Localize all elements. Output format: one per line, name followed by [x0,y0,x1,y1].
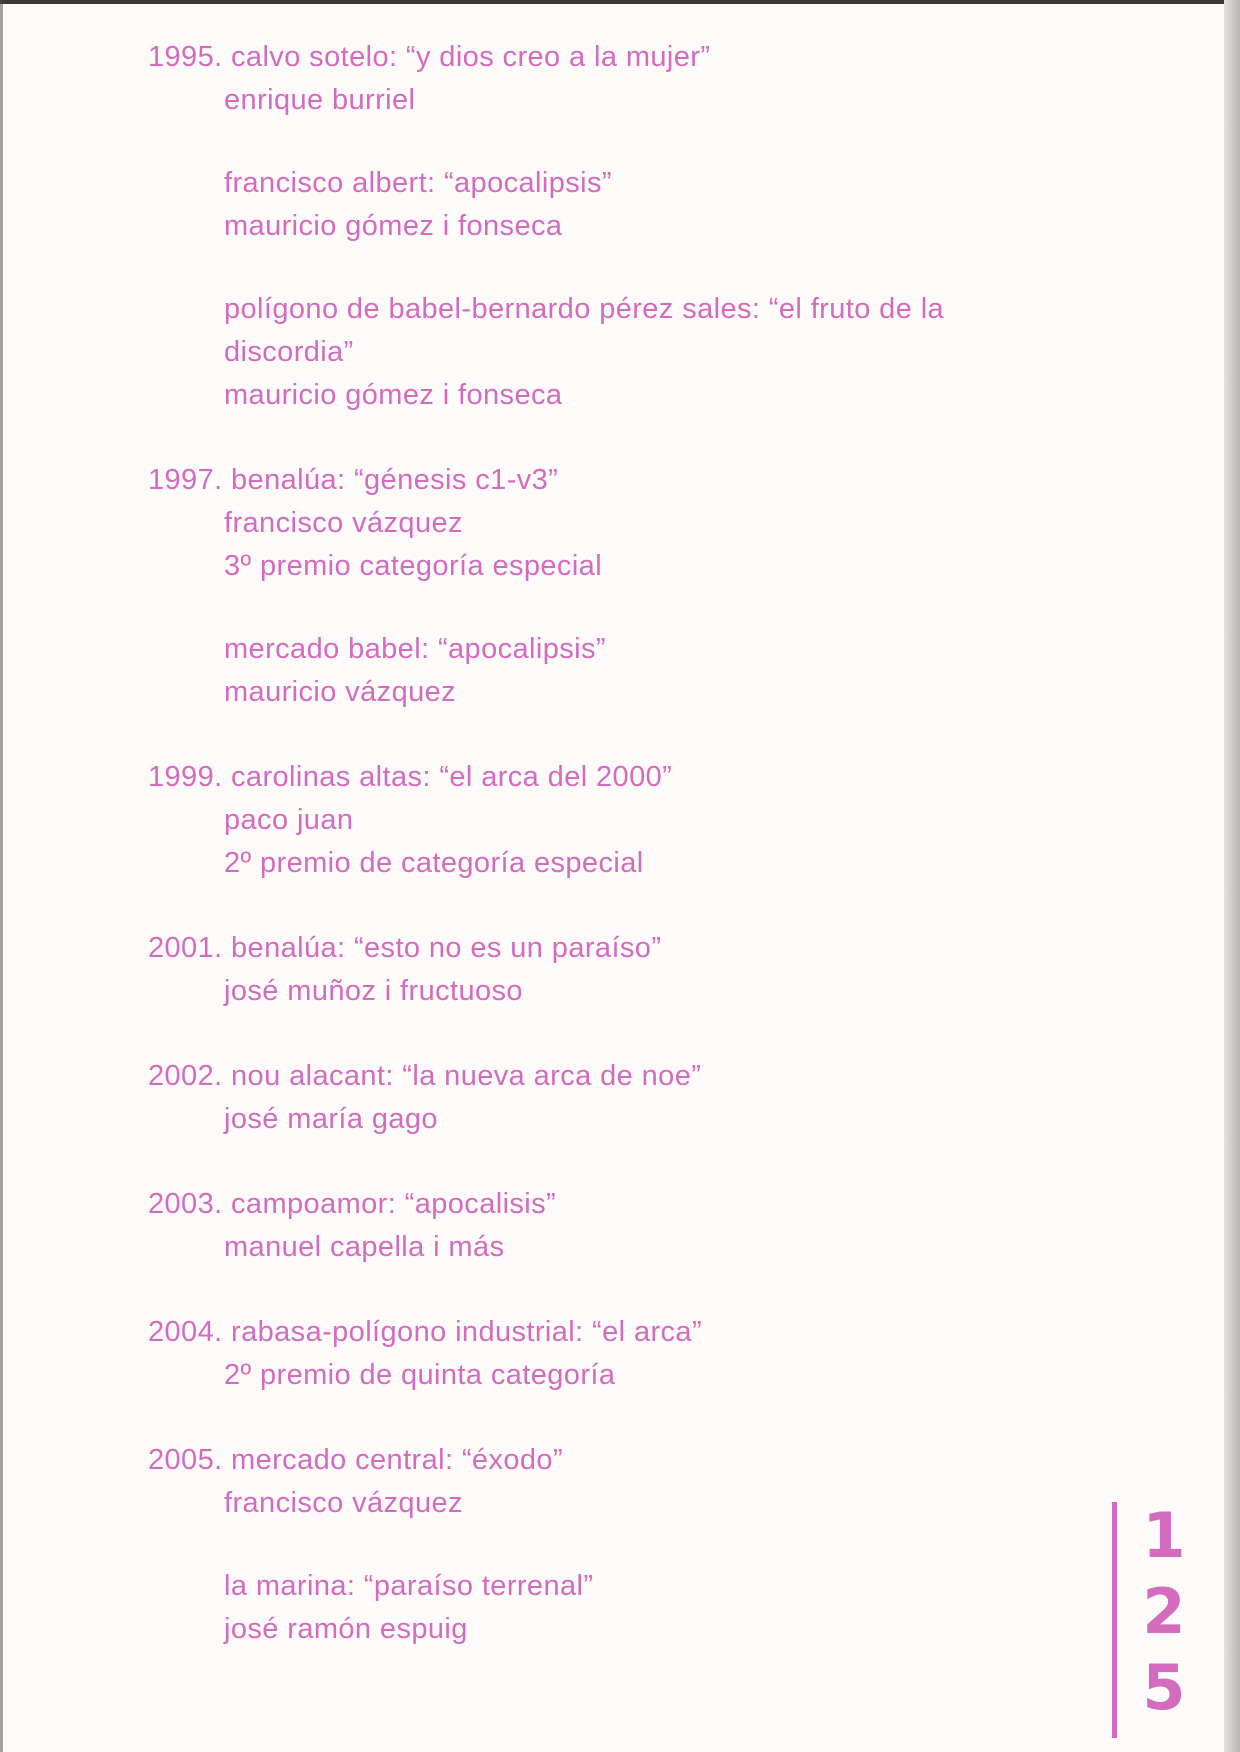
entry-line: mauricio gómez i fonseca [224,379,563,411]
entry-line: josé ramón espuig [224,1613,468,1645]
entry [148,1055,1108,1141]
entry-line: francisco albert: “apocalipsis” [224,167,612,199]
entry-line: paco juan [224,804,354,836]
entry-line: mercado babel: “apocalipsis” [224,633,606,665]
entry-heading: 2005. mercado central: “éxodo” [148,1444,563,1476]
entry-heading: 2002. nou alacant: “la nueva arca de noe” [148,1060,702,1092]
entry [148,36,1108,417]
entry-line: polígono de babel-bernardo pérez sales: “el fruto de la [224,293,945,325]
entry-line: mauricio gómez i fonseca [224,210,563,242]
block-gap [148,248,1108,288]
entry [148,459,1108,714]
entry-line: josé muñoz i fructuoso [224,975,523,1007]
page-edge-right [1224,0,1240,1752]
page-number-digits [1134,1498,1194,1726]
entry-heading: 2003. campoamor: “apocalisis” [148,1188,557,1220]
entry-heading: 1999. carolinas altas: “el arca del 2000” [148,761,673,793]
entry-line: discordia” [224,336,354,368]
entry-heading: 2001. benalúa: “esto no es un paraíso” [148,932,662,964]
entry-heading: 2004. rabasa-polígono industrial: “el arca” [148,1316,703,1348]
block-gap [148,588,1108,628]
entry-line: 2º premio de categoría especial [224,847,644,879]
block-gap [148,122,1108,162]
entry [148,927,1108,1013]
entry [148,756,1108,885]
entry-line: francisco vázquez [224,507,463,539]
entry-line: francisco vázquez [224,1487,463,1519]
page-edge-left [0,0,3,1752]
entry [148,1183,1108,1269]
entry-heading: 1995. calvo sotelo: “y dios creo a la mujer” [148,41,711,73]
entry [148,1311,1108,1397]
entry-line: 3º premio categoría especial [224,550,603,582]
entry-line: josé maría gago [224,1103,438,1135]
entry-line: la marina: “paraíso terrenal” [224,1570,594,1602]
entry-line: mauricio vázquez [224,676,457,708]
entry-heading: 1997. benalúa: “génesis c1-v3” [148,464,559,496]
entries-list [148,36,1108,1693]
page-number-digit: 1 [1142,1499,1186,1572]
page-number-digit: 5 [1142,1651,1186,1724]
entry-line: manuel capella i más [224,1231,505,1263]
page-number-digit: 2 [1142,1575,1186,1648]
entry-line: enrique burriel [224,84,416,116]
entry [148,1439,1108,1651]
entry-line: 2º premio de quinta categoría [224,1359,616,1391]
block-gap [148,1525,1108,1565]
page-edge-top [0,0,1240,4]
page-number-bar [1112,1502,1117,1738]
page-number [1112,1498,1222,1738]
